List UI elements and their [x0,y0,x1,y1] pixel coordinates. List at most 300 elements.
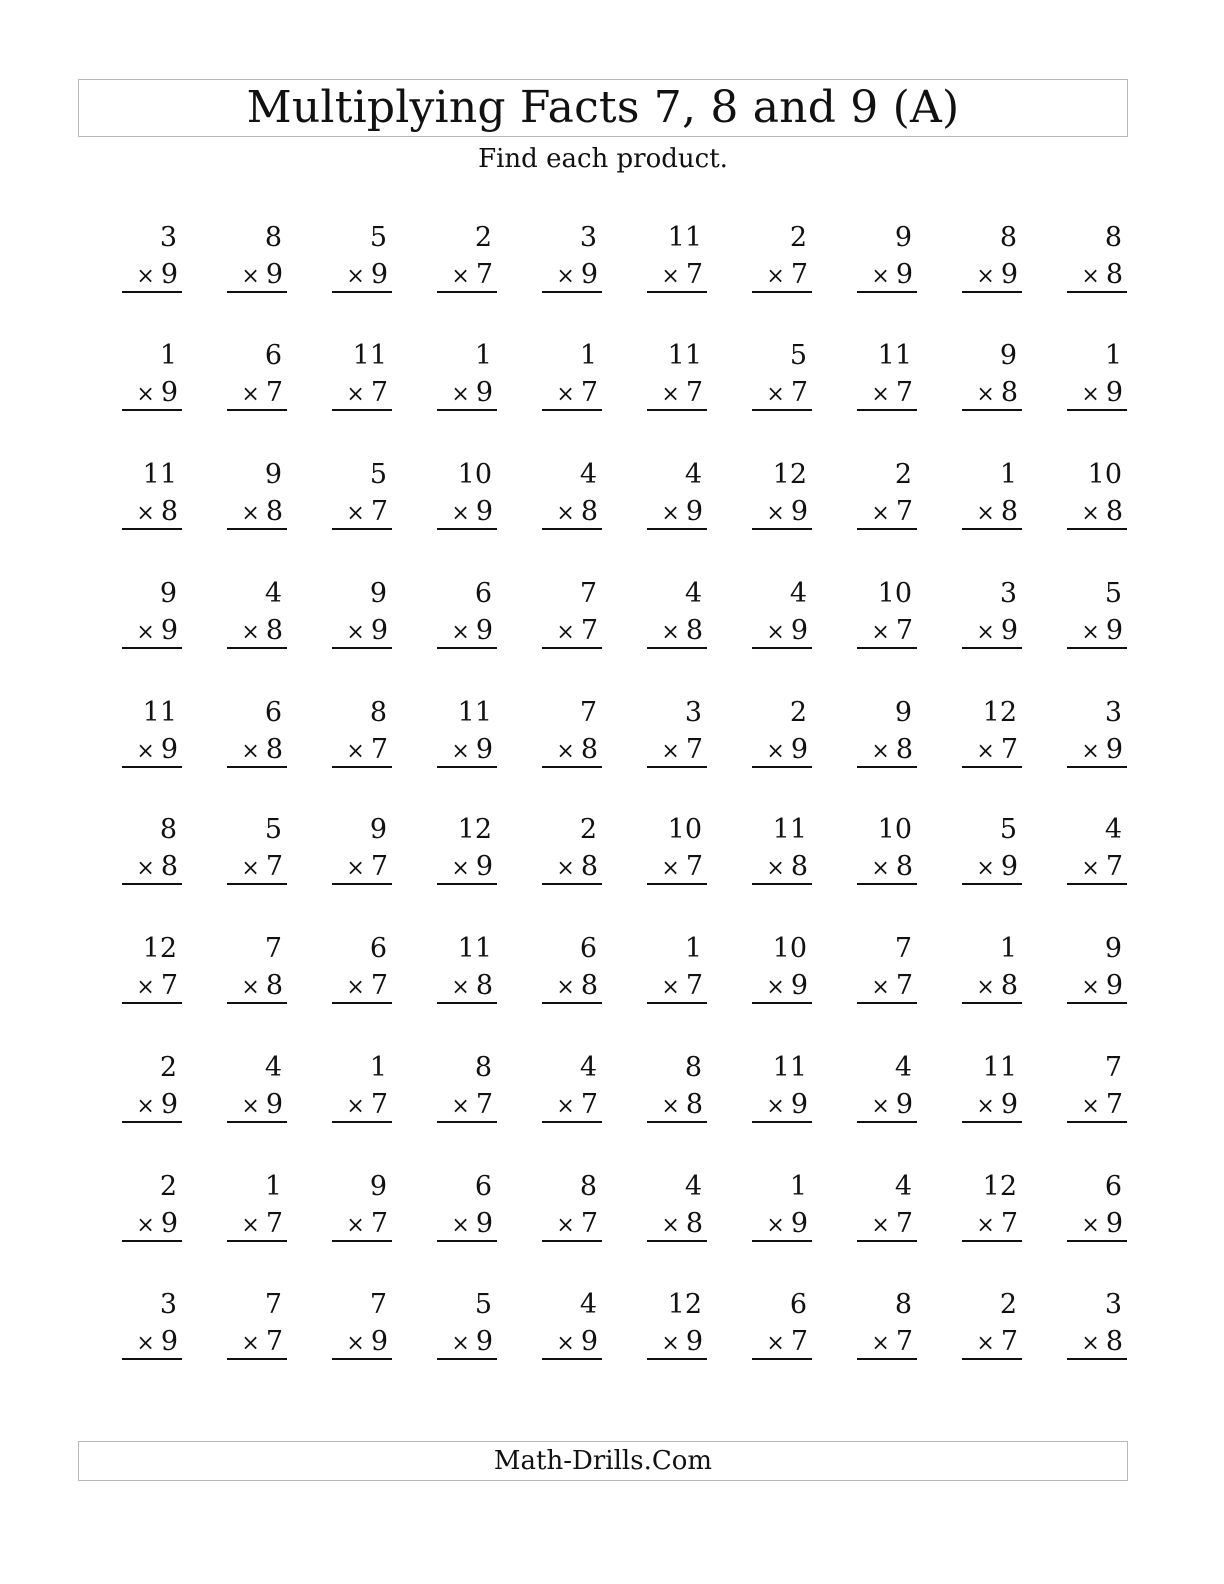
multiplier: 7 [1000,1208,1018,1239]
problem [962,1052,1022,1123]
problem [1067,1052,1127,1123]
times-sign: × [766,856,785,881]
multiplicand: 12 [667,1289,702,1320]
multiplicand: 8 [684,1052,702,1083]
multiplier: 7 [370,1089,388,1120]
multiplier-line [332,734,392,768]
multiplier-line [857,1326,917,1360]
multiplier: 7 [265,851,283,882]
multiplier-line [647,1208,707,1242]
multiplier: 7 [895,1326,913,1357]
times-sign: × [136,1213,155,1238]
multiplier: 7 [370,496,388,527]
multiplicand: 12 [457,814,492,845]
multiplicand: 11 [352,340,387,371]
times-sign: × [241,739,260,764]
problem [227,1289,287,1360]
multiplier-line [437,377,497,411]
times-sign: × [661,1331,680,1356]
problem [647,697,707,768]
multiplier: 9 [790,1089,808,1120]
problem [122,697,182,768]
multiplier-line [857,1208,917,1242]
multiplier: 9 [1000,615,1018,646]
times-sign: × [241,975,260,1000]
multiplier-line [647,615,707,649]
multiplicand: 1 [474,340,492,371]
times-sign: × [346,975,365,1000]
multiplicand: 11 [457,933,492,964]
problem [542,814,602,885]
times-sign: × [661,264,680,289]
multiplier: 8 [475,970,493,1001]
multiplier: 9 [475,1326,493,1357]
problem [1067,578,1127,649]
multiplier-line [227,1208,287,1242]
times-sign: × [976,856,995,881]
multiplicand: 1 [1104,340,1122,371]
multiplier-line [647,851,707,885]
problem [647,1289,707,1360]
problem [542,222,602,293]
multiplier-line [332,851,392,885]
multiplier-line [122,734,182,768]
multiplicand: 1 [264,1171,282,1202]
times-sign: × [1081,1331,1100,1356]
multiplier-line [857,496,917,530]
problem [857,578,917,649]
multiplicand: 3 [684,697,702,728]
multiplicand: 7 [264,1289,282,1320]
problem [647,340,707,411]
problem [962,1289,1022,1360]
times-sign: × [451,739,470,764]
multiplier-line [542,615,602,649]
multiplier-line [752,1326,812,1360]
multiplier: 9 [475,615,493,646]
times-sign: × [976,1094,995,1119]
times-sign: × [766,501,785,526]
multiplier: 7 [475,1089,493,1120]
multiplier: 7 [580,377,598,408]
problem [122,1171,182,1242]
multiplier-line [857,851,917,885]
multiplicand: 11 [667,340,702,371]
problem [122,814,182,885]
multiplier: 8 [685,1089,703,1120]
multiplier-line [962,615,1022,649]
times-sign: × [766,1213,785,1238]
problem [857,697,917,768]
problem [1067,697,1127,768]
problem [542,1052,602,1123]
times-sign: × [136,382,155,407]
times-sign: × [346,1331,365,1356]
times-sign: × [1081,739,1100,764]
times-sign: × [241,1213,260,1238]
multiplicand: 4 [579,459,597,490]
times-sign: × [871,739,890,764]
multiplicand: 2 [474,222,492,253]
problem [962,697,1022,768]
multiplier-line [122,615,182,649]
multiplier: 9 [160,1208,178,1239]
problem [332,459,392,530]
multiplier-line [332,496,392,530]
multiplier: 9 [475,1208,493,1239]
problem [752,340,812,411]
problem [437,459,497,530]
times-sign: × [241,856,260,881]
problem [227,1171,287,1242]
multiplier: 9 [1000,1089,1018,1120]
problem [857,814,917,885]
multiplier-line [437,1089,497,1123]
problem [122,222,182,293]
multiplicand: 10 [667,814,702,845]
multiplicand: 6 [474,1171,492,1202]
problem [332,1289,392,1360]
times-sign: × [661,856,680,881]
multiplicand: 10 [877,814,912,845]
multiplicand: 11 [772,1052,807,1083]
times-sign: × [766,264,785,289]
multiplicand: 4 [789,578,807,609]
multiplier: 8 [1105,496,1123,527]
multiplier: 7 [895,377,913,408]
multiplier-line [122,1089,182,1123]
problem [857,459,917,530]
multiplier-line [647,970,707,1004]
multiplicand: 10 [457,459,492,490]
multiplier: 7 [790,377,808,408]
multiplier: 7 [370,970,388,1001]
multiplier: 9 [1105,615,1123,646]
times-sign: × [766,1331,785,1356]
multiplier-line [542,377,602,411]
problem [542,1171,602,1242]
multiplier-line [857,1089,917,1123]
multiplicand: 2 [999,1289,1017,1320]
multiplier: 9 [370,1326,388,1357]
times-sign: × [556,501,575,526]
multiplier: 8 [580,970,598,1001]
problem [227,222,287,293]
multiplicand: 7 [264,933,282,964]
times-sign: × [976,975,995,1000]
problem [1067,222,1127,293]
multiplicand: 1 [999,933,1017,964]
multiplier: 7 [370,377,388,408]
multiplier-line [962,734,1022,768]
multiplier: 7 [1000,1326,1018,1357]
footer-text: Math-Drills.Com [493,1446,713,1476]
multiplier: 7 [790,1326,808,1357]
multiplier: 7 [265,377,283,408]
times-sign: × [766,1094,785,1119]
multiplier-line [122,851,182,885]
multiplicand: 8 [369,697,387,728]
multiplier: 8 [1105,1326,1123,1357]
multiplicand: 9 [1104,933,1122,964]
multiplier: 7 [895,970,913,1001]
multiplier: 9 [685,496,703,527]
multiplicand: 2 [159,1052,177,1083]
times-sign: × [241,382,260,407]
times-sign: × [451,501,470,526]
multiplicand: 1 [999,459,1017,490]
times-sign: × [451,382,470,407]
times-sign: × [136,975,155,1000]
multiplier-line [962,851,1022,885]
multiplier: 8 [265,970,283,1001]
multiplier-line [122,1326,182,1360]
problem [332,697,392,768]
multiplicand: 7 [369,1289,387,1320]
times-sign: × [451,1331,470,1356]
times-sign: × [766,620,785,645]
multiplicand: 5 [1104,578,1122,609]
problem [647,459,707,530]
times-sign: × [976,501,995,526]
multiplier: 7 [1000,734,1018,765]
times-sign: × [871,501,890,526]
multiplicand: 12 [772,459,807,490]
multiplier-line [857,615,917,649]
multiplier-line [752,377,812,411]
problem [962,459,1022,530]
times-sign: × [1081,856,1100,881]
multiplier: 9 [160,259,178,290]
multiplier-line [962,1089,1022,1123]
times-sign: × [136,856,155,881]
multiplier-line [542,734,602,768]
problem [857,1171,917,1242]
times-sign: × [451,620,470,645]
multiplicand: 11 [667,222,702,253]
multiplier: 9 [370,259,388,290]
multiplier: 9 [1105,734,1123,765]
times-sign: × [661,501,680,526]
multiplicand: 8 [159,814,177,845]
times-sign: × [136,1331,155,1356]
multiplicand: 8 [264,222,282,253]
multiplicand: 4 [579,1289,597,1320]
multiplicand: 8 [894,1289,912,1320]
multiplier: 7 [685,734,703,765]
times-sign: × [346,382,365,407]
problem [437,340,497,411]
multiplier: 9 [790,1208,808,1239]
multiplicand: 9 [894,697,912,728]
problem [332,578,392,649]
multiplicand: 8 [474,1052,492,1083]
times-sign: × [661,1213,680,1238]
problem [962,222,1022,293]
multiplicand: 3 [159,222,177,253]
multiplicand: 11 [982,1052,1017,1083]
multiplier: 7 [1105,851,1123,882]
times-sign: × [451,264,470,289]
multiplier-line [752,970,812,1004]
problem [1067,459,1127,530]
multiplier-line [227,851,287,885]
times-sign: × [346,739,365,764]
problem [1067,933,1127,1004]
times-sign: × [556,975,575,1000]
multiplier-line [647,496,707,530]
multiplier: 9 [790,615,808,646]
problem [542,459,602,530]
multiplier-line [1067,615,1127,649]
problem [542,1289,602,1360]
times-sign: × [241,1094,260,1119]
multiplier-line [332,615,392,649]
problem [122,578,182,649]
multiplicand: 10 [1087,459,1122,490]
multiplicand: 4 [264,1052,282,1083]
times-sign: × [661,382,680,407]
multiplier-line [332,259,392,293]
multiplier-line [122,496,182,530]
times-sign: × [661,620,680,645]
multiplier-line [962,377,1022,411]
multiplier-line [437,1208,497,1242]
multiplicand: 7 [579,578,597,609]
times-sign: × [451,1094,470,1119]
times-sign: × [871,382,890,407]
multiplier-line [437,851,497,885]
multiplicand: 1 [159,340,177,371]
times-sign: × [136,739,155,764]
multiplicand: 4 [894,1052,912,1083]
multiplier-line [857,259,917,293]
multiplier: 7 [370,1208,388,1239]
multiplicand: 3 [999,578,1017,609]
multiplicand: 5 [369,222,387,253]
multiplier-line [1067,1326,1127,1360]
multiplier-line [122,970,182,1004]
multiplicand: 4 [1104,814,1122,845]
problem [647,222,707,293]
problem [227,1052,287,1123]
instructions: Find each product. [478,144,728,174]
multiplier-line [542,970,602,1004]
multiplier: 8 [265,734,283,765]
multiplier: 7 [790,259,808,290]
multiplier: 8 [580,851,598,882]
problem [332,340,392,411]
multiplicand: 5 [264,814,282,845]
multiplicand: 5 [999,814,1017,845]
multiplicand: 4 [579,1052,597,1083]
multiplier: 9 [475,496,493,527]
times-sign: × [1081,1213,1100,1238]
multiplicand: 7 [894,933,912,964]
times-sign: × [346,501,365,526]
multiplier: 9 [1000,259,1018,290]
multiplier: 8 [1105,259,1123,290]
multiplier: 8 [1000,970,1018,1001]
multiplier: 7 [265,1208,283,1239]
page-title: Multiplying Facts 7, 8 and 9 (A) [246,82,960,133]
times-sign: × [871,856,890,881]
problem [1067,814,1127,885]
multiplicand: 11 [142,697,177,728]
problem [1067,1289,1127,1360]
problem [752,459,812,530]
multiplicand: 2 [789,697,807,728]
times-sign: × [871,264,890,289]
multiplicand: 1 [684,933,702,964]
multiplicand: 8 [1104,222,1122,253]
multiplier-line [542,851,602,885]
multiplier: 7 [895,496,913,527]
multiplier-line [1067,970,1127,1004]
multiplier: 9 [580,1326,598,1357]
multiplier-line [752,496,812,530]
times-sign: × [136,501,155,526]
multiplier: 8 [895,851,913,882]
problem [332,1052,392,1123]
multiplier-line [1067,259,1127,293]
multiplier: 9 [895,259,913,290]
times-sign: × [1081,501,1100,526]
multiplier: 7 [685,970,703,1001]
multiplier-line [227,1089,287,1123]
problem [227,697,287,768]
times-sign: × [871,1331,890,1356]
multiplier-line [752,1089,812,1123]
multiplicand: 8 [999,222,1017,253]
multiplier-line [542,259,602,293]
times-sign: × [556,1213,575,1238]
problem [752,578,812,649]
problem [542,340,602,411]
times-sign: × [871,620,890,645]
times-sign: × [556,620,575,645]
problem [857,1289,917,1360]
times-sign: × [556,739,575,764]
multiplier-line [962,259,1022,293]
problem [647,1052,707,1123]
multiplicand: 9 [999,340,1017,371]
multiplicand: 3 [1104,697,1122,728]
times-sign: × [556,264,575,289]
multiplicand: 6 [1104,1171,1122,1202]
problem [437,1289,497,1360]
times-sign: × [661,975,680,1000]
problem [962,933,1022,1004]
problem [752,814,812,885]
problem [647,578,707,649]
multiplier-line [1067,851,1127,885]
problem [752,933,812,1004]
multiplier-line [962,1208,1022,1242]
multiplier-line [752,851,812,885]
multiplier-line [1067,1208,1127,1242]
multiplicand: 5 [789,340,807,371]
multiplier-line [437,259,497,293]
times-sign: × [451,1213,470,1238]
times-sign: × [976,382,995,407]
times-sign: × [346,1213,365,1238]
times-sign: × [976,620,995,645]
times-sign: × [766,382,785,407]
multiplier: 9 [1105,970,1123,1001]
multiplicand: 9 [369,578,387,609]
multiplier: 8 [1000,377,1018,408]
